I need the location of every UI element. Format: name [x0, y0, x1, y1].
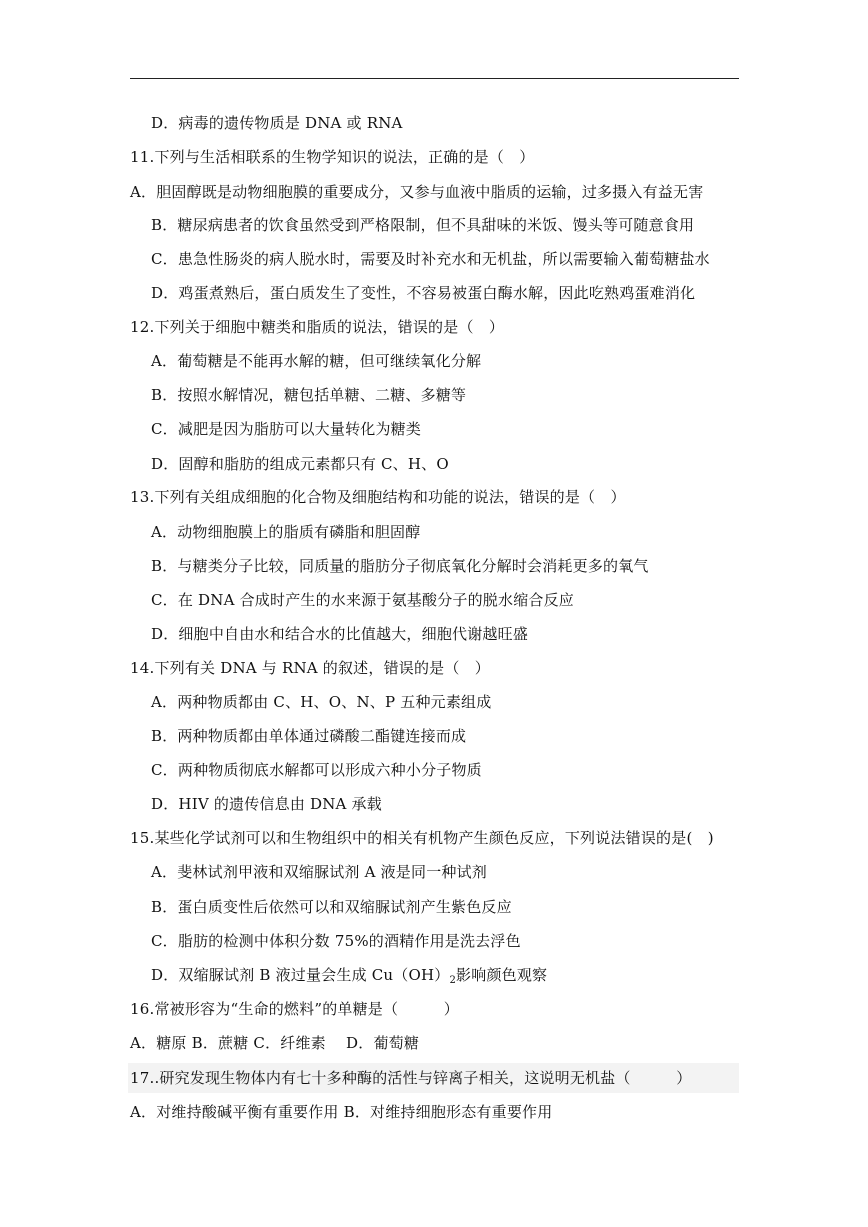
q14-option-c: C．两种物质彻底水解都可以形成六种小分子物质: [151, 761, 482, 779]
q11-option-c: C．患急性肠炎的病人脱水时，需要及时补充水和无机盐，所以需要输入葡萄糖盐水: [151, 250, 710, 268]
q14-option-b: B．两种物质都由单体通过磷酸二酯键连接而成: [151, 727, 467, 745]
q13-option-b: B．与糖类分子比较，同质量的脂肪分子彻底氧化分解时会消耗更多的氧气: [151, 557, 649, 575]
q15-option-d-text: D．双缩脲试剂 B 液过量会生成 Cu（OH）: [151, 966, 450, 984]
q15-option-d-tail: 影响颜色观察: [456, 966, 548, 984]
q11-option-a: A．胆固醇既是动物细胞膜的重要成分，又参与血液中脂质的运输，过多摄入有益无害: [130, 183, 704, 201]
question-12: 12.下列关于细胞中糖类和脂质的说法，错误的是（ ）: [130, 318, 505, 336]
q14-option-d: D．HIV 的遗传信息由 DNA 承载: [151, 795, 382, 813]
q13-option-d: D．细胞中自由水和结合水的比值越大，细胞代谢越旺盛: [151, 625, 529, 643]
q15-option-d: [151, 963, 547, 987]
header-rule: [130, 78, 739, 79]
q11-option-d: D．鸡蛋煮熟后，蛋白质发生了变性，不容易被蛋白酶水解，因此吃熟鸡蛋难消化: [151, 284, 696, 302]
q10-option-d: D．病毒的遗传物质是 DNA 或 RNA: [151, 114, 403, 132]
q12-option-d: D．固醇和脂肪的组成元素都只有 C、H、O: [151, 455, 449, 473]
q14-option-a: A．两种物质都由 C、H、O、N、P 五种元素组成: [151, 693, 492, 711]
q13-option-a: A．动物细胞膜上的脂质有磷脂和胆固醇: [151, 523, 421, 541]
q15-option-a: A．斐林试剂甲液和双缩脲试剂 A 液是同一种试剂: [151, 863, 488, 881]
q12-option-c: C．减肥是因为脂肪可以大量转化为糖类: [151, 420, 422, 438]
question-17: 17..研究发现生物体内有七十多种酶的活性与锌离子相关，这说明无机盐（ ）: [130, 1069, 692, 1087]
question-15: 15.某些化学试剂可以和生物组织中的相关有机物产生颜色反应，下列说法错误的是( ): [130, 829, 714, 847]
q12-option-b: B．按照水解情况，糖包括单糖、二糖、多糖等: [151, 386, 467, 404]
q16-options: A．糖原 B．蔗糖 C．纤维素 D．葡萄糖: [130, 1034, 420, 1052]
question-16: 16.常被形容为“生命的燃料”的单糖是（ ）: [130, 1000, 459, 1018]
q15-option-c: C．脂肪的检测中体积分数 75%的酒精作用是洗去浮色: [151, 932, 521, 950]
q13-option-c: C．在 DNA 合成时产生的水来源于氨基酸分子的脱水缩合反应: [151, 591, 574, 609]
q17-options-ab: A．对维持酸碱平衡有重要作用 B．对维持细胞形态有重要作用: [130, 1103, 553, 1121]
question-13: 13.下列有关组成细胞的化合物及细胞结构和功能的说法，错误的是（ ）: [130, 488, 626, 506]
q11-option-b: B．糖尿病患者的饮食虽然受到严格限制，但不具甜味的米饭、馒头等可随意食用: [151, 216, 695, 234]
question-14: 14.下列有关 DNA 与 RNA 的叙述，错误的是（ ）: [130, 659, 490, 677]
q12-option-a: A．葡萄糖是不能再水解的糖，但可继续氧化分解: [151, 352, 482, 370]
question-11: 11.下列与生活相联系的生物学知识的说法，正确的是（ ）: [130, 148, 535, 166]
subscript-2: 2: [449, 975, 457, 986]
q15-option-b: B．蛋白质变性后依然可以和双缩脲试剂产生紫色反应: [151, 898, 512, 916]
